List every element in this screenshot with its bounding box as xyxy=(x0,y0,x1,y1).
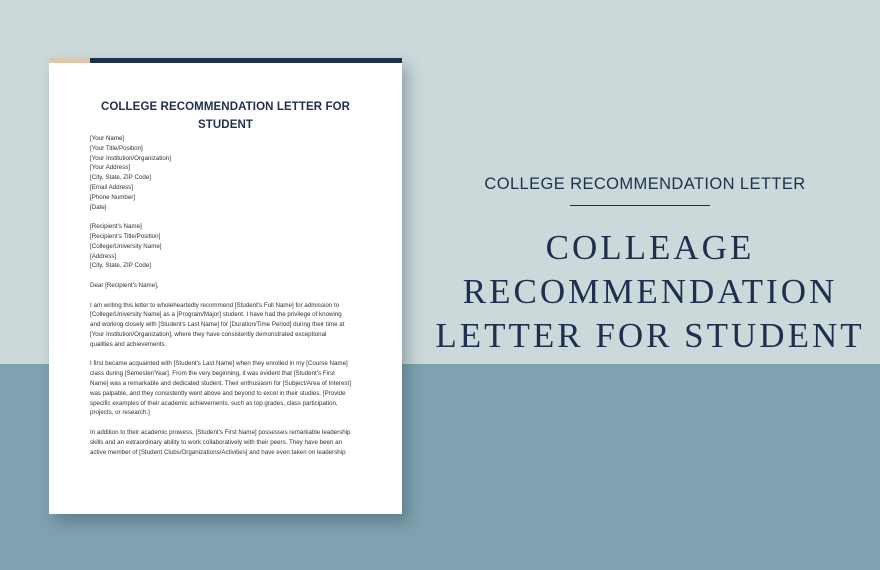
paragraph-line: and working closely with [Student's Last Name] for [Duration/Time Period] during their time at xyxy=(90,321,345,329)
letter-document xyxy=(49,58,402,514)
paragraph-line: class during [Semester/Year]. From the very beginning, it was evident that [Student's First xyxy=(90,370,335,378)
paragraph-line: In addition to their academic prowess, [Student's First Name] possesses remarkable leadership xyxy=(90,428,351,436)
sender-line: [Phone Number] xyxy=(90,193,136,201)
recipient-line: [City, State, ZIP Code] xyxy=(90,262,151,270)
recipient-block xyxy=(90,222,368,271)
paragraph-line: [College/University Name] as a [Program/Major] student. I have had the privilege of knowing xyxy=(90,311,342,319)
paragraph-line: I first became acquainted with [Student's Last Name] when they enrolled in my [Course Name] xyxy=(90,360,348,368)
paragraph-line: qualities and achievements. xyxy=(90,340,167,348)
body-paragraph xyxy=(90,428,368,457)
sender-line: [City, State, ZIP Code] xyxy=(90,174,151,182)
paragraph-line: skills and an extraordinary ability to work collaboratively with their peers. They have been an xyxy=(90,438,342,446)
paragraph-line: projects, or research.] xyxy=(90,409,150,417)
document-title xyxy=(89,98,362,134)
sender-block xyxy=(90,134,368,212)
paragraph-line: Name] was a remarkable and dedicated student. Their enthusiasm for [Subject/Area of Interest] xyxy=(90,379,351,387)
heading-divider xyxy=(570,205,710,206)
side-title-line: COLLEAGE xyxy=(545,228,755,267)
body-paragraph xyxy=(90,359,368,418)
sender-line: [Date] xyxy=(90,203,107,211)
sender-line: [Your Institution/Organization] xyxy=(90,154,171,162)
side-heading: COLLEGE RECOMMENDATION LETTER xyxy=(484,175,806,193)
side-title-line: LETTER FOR STUDENT xyxy=(435,316,865,355)
sender-line: [Your Address] xyxy=(90,164,131,172)
navy-bar xyxy=(90,58,402,63)
document-body xyxy=(90,134,368,467)
document-title-line: COLLEGE RECOMMENDATION LETTER FOR xyxy=(100,101,351,113)
paragraph-line: active member of [Student Clubs/Organizations/Activities] and have even taken on leadership xyxy=(90,448,346,456)
sender-line: [Your Title/Position] xyxy=(90,144,143,152)
document-title-line: STUDENT xyxy=(197,119,253,131)
side-title xyxy=(420,226,880,358)
paragraph-line: [Your Institution/Organization], where they have consistently demonstrated exceptional xyxy=(90,330,327,338)
recipient-line: [Address] xyxy=(90,252,117,260)
side-title-line: RECOMMENDATION xyxy=(462,272,838,311)
recipient-line: [Recipient's Title/Position] xyxy=(90,232,161,240)
paragraph-line: was palpable, and they consistently went above and beyond to excel in their studies. [Provide xyxy=(90,389,346,397)
sender-line: [Your Name] xyxy=(90,135,125,142)
body-paragraph xyxy=(90,301,368,350)
paragraph-line: specific examples of their academic achievements, such as top grades, class participation, xyxy=(90,399,338,407)
sender-line: [Email Address] xyxy=(90,183,133,191)
salutation xyxy=(90,281,368,291)
recipient-line: [Recipient's Name] xyxy=(90,223,142,231)
accent-bar xyxy=(49,58,90,63)
paragraph-line: I am writing this letter to wholeheartedly recommend [Student's Full Name] for admission to xyxy=(90,301,340,309)
recipient-line: [College/University Name] xyxy=(90,242,162,250)
salutation-text: Dear [Recipient's Name], xyxy=(90,281,159,289)
